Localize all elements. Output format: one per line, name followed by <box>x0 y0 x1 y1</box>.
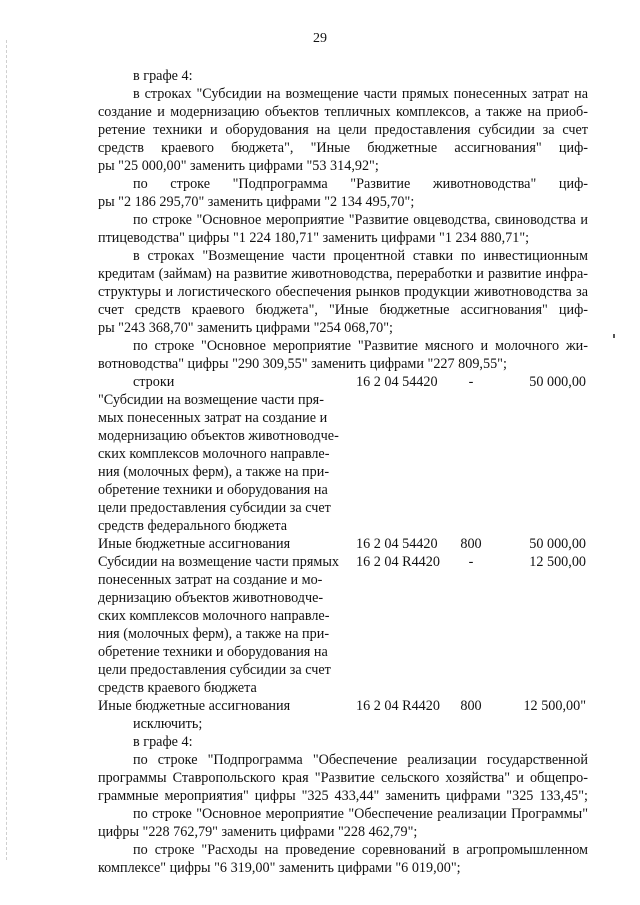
scan-mark <box>613 334 615 338</box>
intro-line: счет средств краевого бюджета", "Иные бюджетные ассигнования" циф- <box>98 302 588 318</box>
intro-line: по строке "Подпрограмма "Развитие животноводства" циф- <box>133 176 588 192</box>
row-description: понесенных затрат на создание и мо- <box>98 572 323 588</box>
intro-line: в строках "Субсидии на возмещение части прямых понесенных затрат на <box>133 86 588 102</box>
amount: 50 000,00 <box>529 536 586 552</box>
expense-type-code: 800 <box>460 698 482 714</box>
closing-line: исключить; <box>133 716 203 732</box>
row-description: ния (молочных ферм), а также на при- <box>98 626 330 642</box>
intro-line: структуры и логистического обеспечения рынков продукции животноводства за <box>98 284 588 300</box>
intro-line: кредитам (займам) на развитие животноводства, переработки и развитие инфра- <box>98 266 588 282</box>
intro-line: по строке "Основное мероприятие "Развитие мясного и молочного жи- <box>133 338 588 354</box>
amount: 50 000,00 <box>529 374 586 390</box>
closing-line: граммные мероприятия" цифры "325 433,44" заменить цифрами "325 133,45"; <box>98 788 588 804</box>
amount: 12 500,00" <box>523 698 586 714</box>
row-description: "Субсидии на возмещение части пря- <box>98 392 324 408</box>
intro-line: ры "25 000,00" заменить цифрами "53 314,92"; <box>98 158 379 174</box>
row-description: цели предоставления субсидии за счет <box>98 500 331 516</box>
row-description: мых понесенных затрат на создание и <box>98 410 328 426</box>
intro-line: в графе 4: <box>133 68 193 84</box>
row-description: дернизацию объектов животноводче- <box>98 590 324 606</box>
row-description: средств федерального бюджета <box>98 518 288 534</box>
intro-line: строки <box>133 374 175 390</box>
row-description: цели предоставления субсидии за счет <box>98 662 331 678</box>
budget-classification-code: 16 2 04 54420 <box>356 374 438 390</box>
intro-line: ретение техники и оборудования на цели предоставления субсидии за счет <box>98 122 588 138</box>
closing-line: по строке "Расходы на проведение соревнований в агропромышленном <box>133 842 588 858</box>
row-description: ских комплексов молочного направле- <box>98 608 330 624</box>
row-description: Иные бюджетные ассигнования <box>98 536 291 552</box>
row-description: модернизацию объектов животноводче- <box>98 428 339 444</box>
budget-classification-code: 16 2 04 R4420 <box>356 554 440 570</box>
intro-line: ры "2 186 295,70" заменить цифрами "2 134 495,70"; <box>98 194 415 210</box>
expense-type-code: 800 <box>460 536 482 552</box>
row-description: обретение техники и оборудования на <box>98 644 328 660</box>
intro-line: по строке "Основное мероприятие "Развитие овцеводства, свиноводства и <box>133 212 588 228</box>
budget-classification-code: 16 2 04 R4420 <box>356 698 440 714</box>
row-description: Субсидии на возмещение части прямых <box>98 554 340 570</box>
intro-line: птицеводства" цифры "1 224 180,71" заменить цифрами "1 234 880,71"; <box>98 230 530 246</box>
row-description: обретение техники и оборудования на <box>98 482 328 498</box>
closing-line: по строке "Подпрограмма "Обеспечение реализации государственной <box>133 752 588 768</box>
expense-type-code: - <box>468 374 474 390</box>
intro-line: создание и модернизацию объектов тепличных комплексов, а также на приоб- <box>98 104 588 120</box>
expense-type-code: - <box>468 554 474 570</box>
intro-line: в строках "Возмещение части процентной ставки по инвестиционным <box>133 248 588 264</box>
page-number: 29 <box>313 31 327 46</box>
amount: 12 500,00 <box>529 554 586 570</box>
row-description: Иные бюджетные ассигнования <box>98 698 291 714</box>
closing-line: программы Ставропольского края "Развитие сельского хозяйства" и общепро- <box>98 770 588 786</box>
intro-line: средств краевого бюджета", "Иные бюджетные ассигнования" циф- <box>98 140 588 156</box>
closing-line: комплексе" цифры "6 319,00" заменить цифрами "6 019,00"; <box>98 860 461 876</box>
budget-classification-code: 16 2 04 54420 <box>356 536 438 552</box>
row-description: ских комплексов молочного направле- <box>98 446 330 462</box>
scan-edge-line <box>6 40 7 860</box>
intro-line: вотноводства" цифры "290 309,55" заменить цифрами "227 809,55"; <box>98 356 507 372</box>
closing-line: в графе 4: <box>133 734 193 750</box>
closing-line: цифры "228 762,79" заменить цифрами "228 462,79"; <box>98 824 418 840</box>
row-description: средств краевого бюджета <box>98 680 257 696</box>
row-description: ния (молочных ферм), а также на при- <box>98 464 330 480</box>
closing-line: по строке "Основное мероприятие "Обеспечение реализации Программы" <box>133 806 588 822</box>
intro-line: ры "243 368,70" заменить цифрами "254 068,70"; <box>98 320 393 336</box>
